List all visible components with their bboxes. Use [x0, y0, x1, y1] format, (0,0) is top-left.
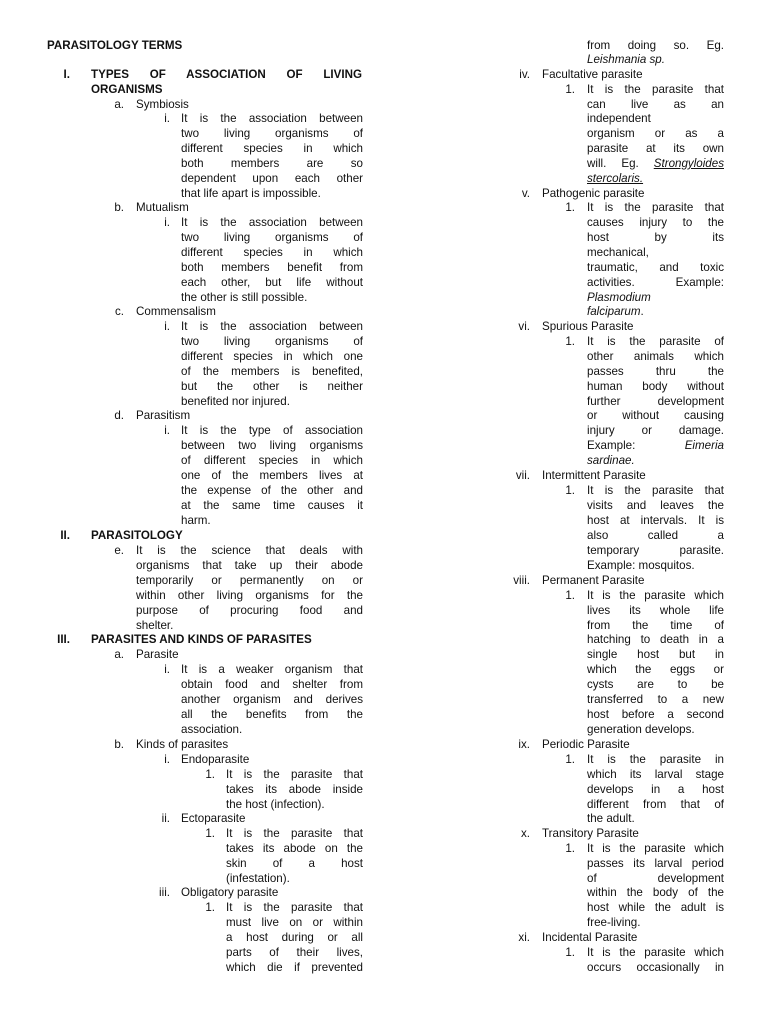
- right-text-line: xi.: [518, 931, 530, 944]
- right-text-line: generation develops.: [587, 723, 695, 736]
- right-text-line: Intermittent Parasite: [542, 469, 646, 482]
- left-text-line: a host during or all: [226, 931, 363, 944]
- left-text-line: i.: [164, 112, 170, 125]
- right-text-line: free-living.: [587, 916, 641, 929]
- right-text-line: independent: [587, 112, 651, 125]
- right-text-line: viii.: [513, 574, 530, 587]
- left-text-line: 1.: [205, 827, 215, 840]
- right-text-line: passes its larval period: [587, 857, 724, 870]
- left-text-line: one of the members lives at: [181, 469, 363, 482]
- left-text-line: Kinds of parasites: [136, 738, 229, 751]
- left-text-line: organisms that take up their abode: [136, 559, 363, 572]
- right-text-line: visits and leaves the: [587, 499, 724, 512]
- left-text-line: a.: [114, 648, 124, 661]
- left-text-line: It is the parasite that: [226, 768, 363, 781]
- right-text-line: temporary parasite.: [587, 544, 724, 557]
- right-text-line: further development: [587, 395, 724, 408]
- right-text-line: It is the parasite that: [587, 201, 724, 214]
- left-text-line: It is the type of association: [181, 424, 363, 437]
- left-text-line: two living organisms of: [181, 127, 363, 140]
- right-text-line: Facultative parasite: [542, 68, 643, 81]
- left-text-line: Commensalism: [136, 305, 216, 318]
- left-text-line: e.: [114, 544, 124, 557]
- left-text-line: PARASITOLOGY TERMS: [47, 39, 183, 52]
- left-text-line: at the same time causes it: [181, 499, 363, 512]
- left-text-line: i.: [164, 216, 170, 229]
- right-text-line: human body without: [587, 380, 724, 393]
- left-text-line: b.: [114, 738, 124, 751]
- right-text-line: host while the adult is: [587, 901, 724, 914]
- right-text-line: 1.: [565, 83, 575, 96]
- right-text-line: organism or as a: [587, 127, 724, 140]
- left-text-line: but the other is neither: [181, 380, 363, 393]
- right-text-line: Example: Eimeria: [587, 439, 724, 452]
- right-text-line: hatching to death in a: [587, 633, 724, 646]
- right-text-line: 1.: [565, 484, 575, 497]
- right-text-line: Example: mosquitos.: [587, 559, 695, 572]
- right-text-line: It is the parasite which: [587, 842, 724, 855]
- left-text-line: another organism and derives: [181, 693, 363, 706]
- left-text-line: Symbiosis: [136, 98, 189, 111]
- left-text-line: association.: [181, 723, 243, 736]
- right-text-line: traumatic, and toxic: [587, 261, 724, 274]
- left-text-line: different species in which: [181, 142, 363, 155]
- left-text-line: PARASITOLOGY: [91, 529, 183, 542]
- right-text-line: It is the parasite which: [587, 589, 724, 602]
- right-text-line: from the time of: [587, 619, 724, 632]
- right-text-line: It is the parasite which: [587, 946, 724, 959]
- right-text-line: Transitory Parasite: [542, 827, 639, 840]
- right-text-line: injury or damage.: [587, 424, 724, 437]
- left-text-line: takes its abode inside: [226, 783, 363, 796]
- left-text-line: Mutualism: [136, 201, 189, 214]
- right-text-line: 1.: [565, 753, 575, 766]
- left-text-line: purpose of procuring food and: [136, 604, 363, 617]
- left-text-line: i.: [164, 663, 170, 676]
- right-text-line: cysts are to be: [587, 678, 724, 691]
- left-text-line: i.: [164, 424, 170, 437]
- left-text-line: ORGANISMS: [91, 83, 163, 96]
- left-text-line: dependent upon each other: [181, 172, 363, 185]
- right-text-line: 1.: [565, 589, 575, 602]
- left-text-line: Parasitism: [136, 409, 191, 422]
- right-text-line: It is the parasite that: [587, 83, 724, 96]
- left-text-line: d.: [114, 409, 124, 422]
- left-text-line: 1.: [205, 901, 215, 914]
- right-text-line: 1.: [565, 201, 575, 214]
- right-text-line: different from that of: [587, 798, 724, 811]
- right-text-line: lives its whole life: [587, 604, 724, 617]
- left-text-line: temporarily or permanently on or: [136, 574, 363, 587]
- left-text-line: all the benefits from the: [181, 708, 363, 721]
- right-text-line: host by its: [587, 231, 724, 244]
- right-text-line: host at intervals. It is: [587, 514, 724, 527]
- left-text-line: different species in which one: [181, 350, 363, 363]
- right-text-line: iv.: [519, 68, 530, 81]
- left-text-line: ii.: [161, 812, 170, 825]
- left-text-line: It is the association between: [181, 216, 363, 229]
- right-text-line: within the body of the: [587, 886, 724, 899]
- right-text-line: which the eggs or: [587, 663, 724, 676]
- left-text-line: the other is still possible.: [181, 291, 308, 304]
- right-text-line: single host but in: [587, 648, 724, 661]
- right-text-line: causes injury to the: [587, 216, 724, 229]
- left-text-line: It is the parasite that: [226, 901, 363, 914]
- right-text-line: stercolaris.: [587, 172, 644, 185]
- left-text-line: two living organisms of: [181, 335, 363, 348]
- right-text-line: of development: [587, 872, 724, 885]
- left-text-line: different species in which: [181, 246, 363, 259]
- right-text-line: x.: [520, 827, 530, 840]
- right-text-line: 1.: [565, 946, 575, 959]
- left-text-line: benefited nor injured.: [181, 395, 290, 408]
- left-text-line: It is the parasite that: [226, 827, 363, 840]
- left-text-line: It is the association between: [181, 112, 363, 125]
- right-text-line: transferred to a new: [587, 693, 724, 706]
- left-text-line: II.: [60, 529, 70, 542]
- right-text-line: Periodic Parasite: [542, 738, 630, 751]
- left-text-line: takes its abode on the: [226, 842, 363, 855]
- left-text-line: 1.: [205, 768, 215, 781]
- right-text-line: It is the parasite of: [587, 335, 724, 348]
- right-text-line: 1.: [565, 842, 575, 855]
- right-text-line: will. Eg. Strongyloides: [587, 157, 724, 170]
- right-text-line: can live as an: [587, 98, 724, 111]
- left-text-line: obtain food and shelter from: [181, 678, 363, 691]
- left-text-line: It is a weaker organism that: [181, 663, 363, 676]
- left-text-line: two living organisms of: [181, 231, 363, 244]
- left-text-line: harm.: [181, 514, 211, 527]
- right-text-line: passes thru the: [587, 365, 724, 378]
- left-text-line: It is the science that deals with: [136, 544, 363, 557]
- right-text-line: Pathogenic parasite: [542, 187, 645, 200]
- right-text-line: Leishmania sp.: [587, 53, 665, 66]
- right-text-line: 1.: [565, 335, 575, 348]
- right-text-line: host before a second: [587, 708, 724, 721]
- right-text-line: mechanical,: [587, 246, 649, 259]
- right-text-line: or without causing: [587, 409, 724, 422]
- left-text-line: i.: [164, 320, 170, 333]
- left-text-line: the expense of the other and: [181, 484, 363, 497]
- right-text-line: from doing so. Eg.: [587, 39, 724, 52]
- left-text-line: I.: [63, 68, 70, 81]
- left-text-line: which die if prevented: [226, 961, 363, 974]
- left-text-line: iii.: [159, 886, 170, 899]
- left-text-line: Endoparasite: [181, 753, 250, 766]
- left-text-line: must live on or within: [226, 916, 363, 929]
- right-text-line: Incidental Parasite: [542, 931, 638, 944]
- left-text-line: both members are so: [181, 157, 363, 170]
- left-text-line: each other, but life without: [181, 276, 363, 289]
- left-text-line: within other living organisms for the: [136, 589, 363, 602]
- right-text-line: occurs occasionally in: [587, 961, 724, 974]
- right-text-line: vii.: [515, 469, 530, 482]
- left-text-line: Ectoparasite: [181, 812, 246, 825]
- right-text-line: also called a: [587, 529, 724, 542]
- left-text-line: of the members is benefited,: [181, 365, 363, 378]
- right-text-line: Plasmodium: [587, 291, 651, 304]
- right-text-line: vi.: [518, 320, 530, 333]
- left-text-line: both members benefit from: [181, 261, 363, 274]
- right-text-line: activities. Example:: [587, 276, 724, 289]
- left-text-line: the host (infection).: [226, 798, 325, 811]
- left-text-line: Parasite: [136, 648, 179, 661]
- left-text-line: skin of a host: [226, 857, 363, 870]
- left-text-line: shelter.: [136, 619, 174, 632]
- left-text-line: III.: [57, 633, 70, 646]
- right-text-line: Spurious Parasite: [542, 320, 634, 333]
- right-text-line: Permanent Parasite: [542, 574, 645, 587]
- left-text-line: It is the association between: [181, 320, 363, 333]
- left-text-line: parts of their lives,: [226, 946, 363, 959]
- right-text-line: sardinae.: [587, 454, 635, 467]
- right-text-line: It is the parasite that: [587, 484, 724, 497]
- right-text-line: other animals which: [587, 350, 724, 363]
- right-text-line: v.: [521, 187, 530, 200]
- right-text-line: which its larval stage: [587, 768, 724, 781]
- left-text-line: TYPES OF ASSOCIATION OF LIVING: [91, 68, 362, 81]
- right-text-line: It is the parasite in: [587, 753, 724, 766]
- right-text-line: ix.: [518, 738, 530, 751]
- left-text-line: (infestation).: [226, 872, 290, 885]
- right-text-line: parasite at its own: [587, 142, 724, 155]
- left-text-line: a.: [114, 98, 124, 111]
- left-text-line: PARASITES AND KINDS OF PARASITES: [91, 633, 312, 646]
- right-text-line: develops in a host: [587, 783, 724, 796]
- right-text-line: the adult.: [587, 812, 635, 825]
- left-text-line: of different species in which: [181, 454, 363, 467]
- left-text-line: Obligatory parasite: [181, 886, 279, 899]
- left-text-line: i.: [164, 753, 170, 766]
- left-text-line: that life apart is impossible.: [181, 187, 321, 200]
- right-text-line: falciparum.: [587, 305, 644, 318]
- left-text-line: between two living organisms: [181, 439, 363, 452]
- left-text-line: b.: [114, 201, 124, 214]
- left-text-line: c.: [114, 305, 124, 318]
